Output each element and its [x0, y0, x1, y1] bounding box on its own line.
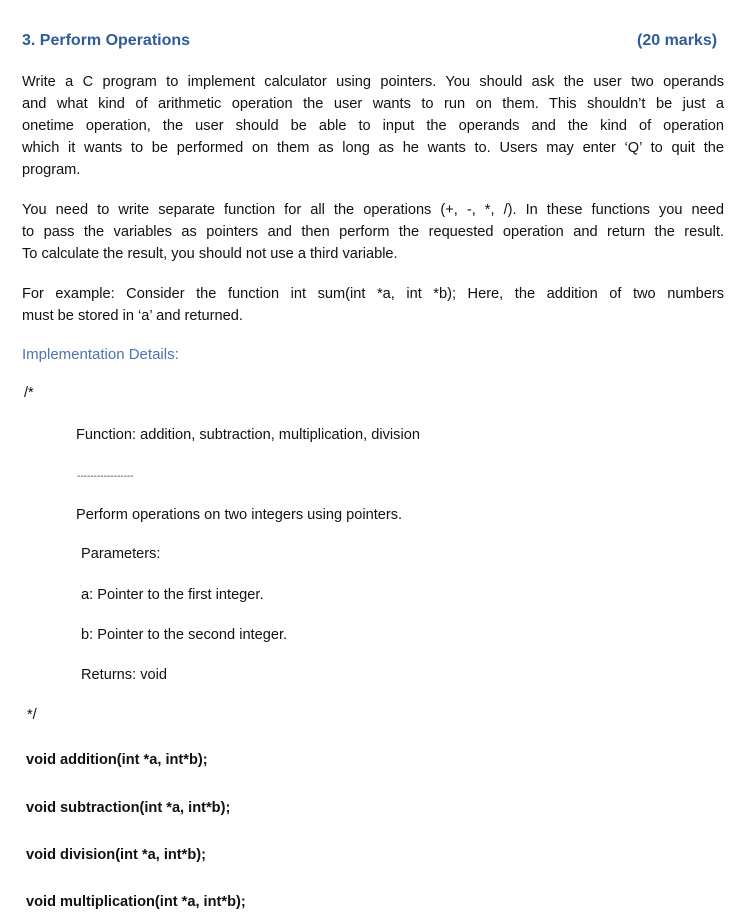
text-line: onetime operation, the user should be able to input the operands and the kind of operation — [22, 118, 724, 134]
declaration-addition: void addition(int *a, int*b); — [26, 752, 208, 768]
declaration-subtraction: void subtraction(int *a, int*b); — [26, 800, 231, 816]
paragraph-function-requirements — [22, 199, 724, 265]
text-line: To calculate the result, you should not use a third variable. — [22, 246, 398, 262]
text-line: Write a C program to implement calculator using pointers. You should ask the user two operands — [22, 74, 724, 90]
text-line: to pass the variables as pointers and then perform the requested operation and return the result. — [22, 224, 724, 240]
text-line: For example: Consider the function int sum(int *a, int *b); Here, the addition of two numbers — [22, 286, 724, 302]
marks-label: (20 marks) — [637, 32, 718, 49]
implementation-heading: Implementation Details: — [22, 346, 179, 363]
param-a: a: Pointer to the first integer. — [81, 587, 264, 603]
text-line: You need to write separate function for all the operations (+, -, *, /). In these functions you need — [22, 202, 724, 218]
function-line: Function: addition, subtraction, multiplication, division — [76, 427, 420, 443]
comment-open: /* — [24, 385, 34, 401]
text-line: program. — [22, 162, 81, 178]
parameters-label: Parameters: — [81, 546, 161, 562]
declaration-division: void division(int *a, int*b); — [26, 847, 206, 863]
section-title: 3. Perform Operations — [22, 32, 191, 49]
text-line: must be stored in ‘a’ and returned. — [22, 308, 243, 324]
text-line: which it wants to be performed on them as long as he wants to. Users may enter ‘Q’ to quit the — [22, 140, 724, 156]
comment-close: */ — [27, 707, 37, 723]
declaration-multiplication: void multiplication(int *a, int*b); — [26, 894, 246, 910]
separator-dashes: ----------------- — [77, 471, 134, 482]
paragraph-example — [22, 283, 724, 327]
description-line: Perform operations on two integers using pointers. — [76, 507, 403, 523]
text-line: and what kind of arithmetic operation the user wants to run on them. This shouldn’t be just a — [22, 96, 724, 112]
paragraph-task-description — [22, 71, 724, 181]
param-b: b: Pointer to the second integer. — [81, 627, 288, 643]
returns-line: Returns: void — [81, 667, 167, 683]
